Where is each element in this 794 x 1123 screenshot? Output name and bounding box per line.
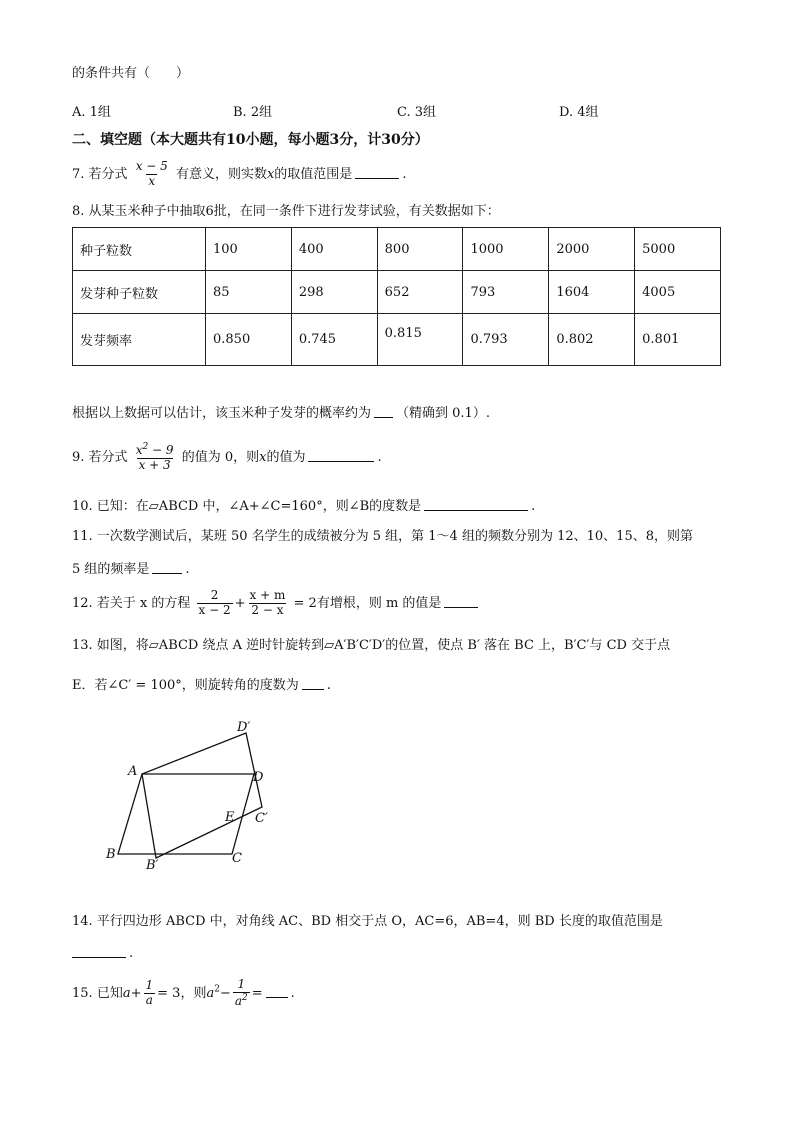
q15-fraction-1-numerator: 1 <box>145 978 154 992</box>
q11-answer-blank[interactable] <box>152 561 182 574</box>
table-cell: 发芽频率 <box>73 314 206 366</box>
q15-plus: + <box>130 985 142 1001</box>
q12-suffix: 有增根，则 m 的值是 <box>316 595 442 611</box>
germination-table <box>72 227 721 366</box>
q15-fraction-1-denominator: a <box>145 992 153 1007</box>
q15-fraction-2-numerator: 1 <box>237 977 246 991</box>
question-10 <box>72 498 535 513</box>
q13-line-2-text: E．若∠C′ = 100°，则旋转角的度数为 <box>72 678 299 693</box>
table-cell: 85 <box>206 271 292 314</box>
q7-fraction-numerator: x − 5 <box>135 159 168 173</box>
q13-end: . <box>326 678 331 693</box>
table-cell: 793 <box>463 271 549 314</box>
q15-square-exponent: 2 <box>214 984 220 995</box>
q9-middle: 的值为 0，则 <box>181 449 260 465</box>
q15-den-exponent: 2 <box>242 992 248 1003</box>
q15-prefix: 已知 <box>96 985 123 1001</box>
q11-end: . <box>185 562 190 577</box>
q9-num-exponent: 2 <box>142 442 149 452</box>
q15-fraction-2-denominator <box>233 992 250 1009</box>
table-cell: 1604 <box>549 271 635 314</box>
table-cell: 5000 <box>635 228 721 271</box>
q7-number: 7. <box>72 166 85 182</box>
table-row <box>73 228 721 271</box>
question-9 <box>72 442 382 473</box>
table-cell: 0.801 <box>635 314 721 366</box>
q9-num-rest: − 9 <box>148 443 174 457</box>
q8-follow-prefix: 根据以上数据可以估计，该玉米种子发芽的概率约为 <box>72 406 372 421</box>
q11-line-1: 11. 一次数学测试后，某班 50 名学生的成绩被分为 5 组，第 1～4 组的频数分别为 12、10、15、8，则第 <box>72 529 693 544</box>
label-c: C <box>232 851 242 866</box>
q9-suffix: 的值为 <box>266 449 306 465</box>
table-cell: 发芽种子粒数 <box>73 271 206 314</box>
parallelogram-a1b1c1d1 <box>142 733 262 858</box>
q14-line-1: 14. 平行四边形 ABCD 中，对角线 AC、BD 相交于点 O，AC=6，AB=4，则 BD 长度的取值范围是 <box>72 914 663 929</box>
q9-fraction <box>134 442 176 473</box>
q13-line-2 <box>72 677 331 692</box>
q10-answer-blank[interactable] <box>424 498 528 511</box>
q6-option-c: C. 3组 <box>397 105 437 120</box>
table-cell: 4005 <box>635 271 721 314</box>
q12-fraction-2 <box>248 589 288 618</box>
question-12 <box>72 589 481 618</box>
label-e: E <box>225 810 235 825</box>
q14-end: . <box>129 946 134 961</box>
q7-suffix: 的取值范围是 <box>274 166 353 182</box>
q13-answer-blank[interactable] <box>302 677 324 690</box>
q10-end: . <box>531 499 536 514</box>
q9-fraction-denominator: x + 3 <box>138 457 171 472</box>
q9-num-base: x <box>135 443 143 457</box>
table-cell: 800 <box>377 228 463 271</box>
q12-fraction-1 <box>197 589 233 618</box>
section-title: 二、填空题（本大题共有10小题，每小题3分，计30分） <box>72 132 429 148</box>
q9-answer-blank[interactable] <box>308 449 374 462</box>
q15-number: 15. <box>72 985 93 1001</box>
rotated-parallelogram-figure <box>100 715 290 880</box>
q6-option-b: B. 2组 <box>233 105 273 120</box>
q10-text: 10. 已知：在▱ABCD 中，∠A+∠C=160°，则∠B的度数是 <box>72 499 422 514</box>
table-cell: 298 <box>291 271 377 314</box>
q12-fraction-2-denominator: 2 − x <box>251 602 284 617</box>
question-7 <box>72 160 406 189</box>
q15-variable-a: a <box>122 985 131 1001</box>
label-a: A <box>128 764 138 779</box>
table-cell: 种子粒数 <box>73 228 206 271</box>
q13-line-1: 13. 如图，将▱ABCD 绕点 A 逆时针旋转到▱A′B′C′D′的位置，使点 B′ 落在 BC 上，B′C′与 CD 交于点 <box>72 638 671 653</box>
q9-prefix: 若分式 <box>88 449 128 465</box>
q11-line-2 <box>72 561 190 576</box>
q15-eq: = 3，则 <box>157 985 207 1001</box>
q7-fraction-denominator: x <box>148 173 156 188</box>
q15-fraction-1 <box>144 979 156 1008</box>
q15-minus: − <box>219 985 231 1001</box>
table-cell: 0.793 <box>463 314 549 366</box>
table-cell-value: 0.815 <box>384 326 422 341</box>
q6-stem-tail: 的条件共有（ ） <box>72 66 190 81</box>
q12-fraction-1-numerator: 2 <box>210 588 219 602</box>
q6-option-a: A. 1组 <box>72 105 111 120</box>
table-cell: 100 <box>206 228 292 271</box>
q9-variable: x <box>259 449 267 465</box>
table-cell: 0.850 <box>206 314 292 366</box>
q6-option-d: D. 4组 <box>559 105 599 120</box>
q11-line-2-text: 5 组的频率是 <box>72 562 150 577</box>
q9-fraction-numerator <box>134 442 176 458</box>
q7-answer-blank[interactable] <box>355 166 399 179</box>
q15-fraction-2 <box>233 978 250 1009</box>
q15-den-base: a <box>234 993 243 1008</box>
q8-follow-up <box>72 405 490 420</box>
q14-line-2 <box>72 945 133 960</box>
q15-square-base: a <box>206 985 215 1001</box>
q8-follow-suffix: （精确到 0.1）. <box>396 406 490 421</box>
q7-prefix: 若分式 <box>88 166 128 182</box>
q9-end: . <box>377 449 382 465</box>
table-cell: 400 <box>291 228 377 271</box>
table-cell: 652 <box>377 271 463 314</box>
q12-answer-blank[interactable] <box>444 595 478 608</box>
q12-fraction-2-numerator: x + m <box>249 588 286 602</box>
q8-answer-blank[interactable] <box>374 405 393 418</box>
label-c-prime: C′ <box>255 811 268 826</box>
table-row <box>73 314 721 366</box>
table-cell: 2000 <box>549 228 635 271</box>
q15-end: . <box>290 985 295 1001</box>
q7-middle: 有意义，则实数 <box>175 166 267 182</box>
q12-plus: + <box>234 595 246 611</box>
q14-answer-blank[interactable] <box>72 945 126 958</box>
table-cell: 0.745 <box>291 314 377 366</box>
label-d-prime: D′ <box>237 720 251 735</box>
table-cell <box>377 314 463 366</box>
q8-stem: 8. 从某玉米种子中抽取6批，在同一条件下进行发芽试验，有关数据如下： <box>72 204 500 219</box>
label-b-prime: B′ <box>146 858 159 873</box>
q7-end: . <box>402 166 407 182</box>
label-b: B <box>106 847 116 862</box>
q9-number: 9. <box>72 449 85 465</box>
question-15 <box>72 978 295 1009</box>
q12-rhs: = 2 <box>293 595 317 611</box>
q15-tail: = <box>251 985 263 1001</box>
label-d: D <box>253 770 264 785</box>
q15-answer-blank[interactable] <box>266 985 288 998</box>
q7-variable: x <box>266 166 275 182</box>
table-cell: 1000 <box>463 228 549 271</box>
table-row <box>73 271 721 314</box>
q12-prefix: 12. 若关于 x 的方程 <box>72 595 191 611</box>
table-cell: 0.802 <box>549 314 635 366</box>
q7-fraction <box>134 160 170 189</box>
q12-fraction-1-denominator: x − 2 <box>198 602 231 617</box>
